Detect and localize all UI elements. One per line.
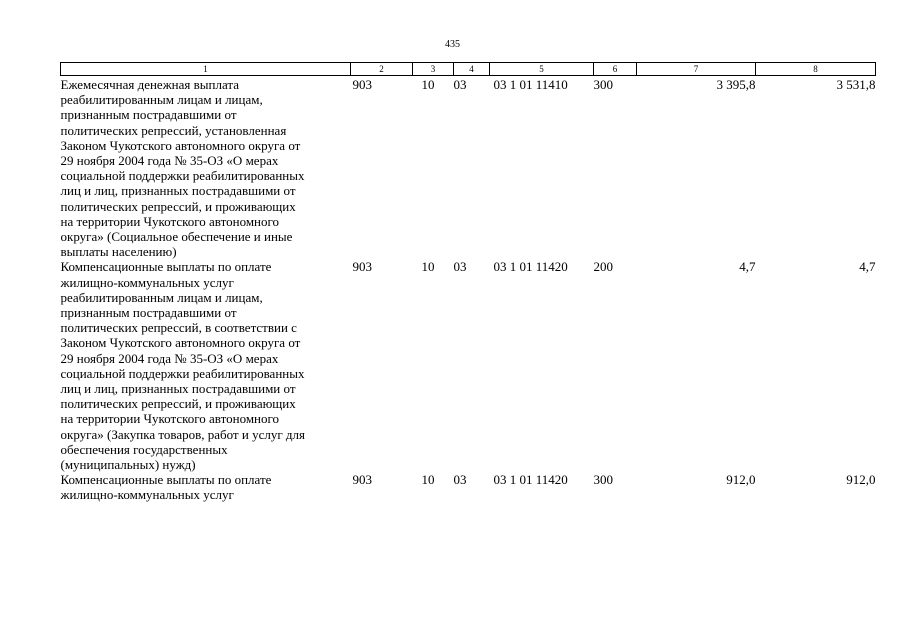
- cell-amount-year-1: 4,7: [739, 259, 756, 275]
- expense-name-line: Законом Чукотского автономного округа от: [60, 335, 301, 351]
- header-row: [61, 63, 876, 76]
- expense-name-line: жилищно-коммунальных услуг: [60, 487, 234, 503]
- expense-name-line: Ежемесячная денежная выплата: [60, 77, 239, 92]
- cell-amount-year-2: 4,7: [859, 259, 876, 275]
- expense-name-line: выплаты населению): [60, 244, 177, 260]
- cell-section: 10: [421, 472, 435, 488]
- expense-name-line: Компенсационные выплаты по оплате: [60, 259, 272, 275]
- header-col-2: 2: [351, 63, 413, 76]
- expense-name-line: обеспечения государственных: [60, 441, 228, 457]
- expense-name-line: лиц и лиц, признанных пострадавшими от: [60, 381, 296, 397]
- expense-name-line: округа» (Закупка товаров, работ и услуг для: [60, 426, 305, 442]
- cell-section: 10: [421, 77, 435, 92]
- expense-name-line: (муниципальных) нужд): [60, 457, 196, 473]
- cell-grbs: 903: [352, 77, 372, 92]
- expense-name-line: социальной поддержки реабилитированных: [60, 365, 305, 381]
- expense-name-line: Законом Чукотского автономного округа от: [60, 137, 301, 153]
- cell-expense-type: 200: [593, 259, 613, 275]
- header-col-6: 6: [594, 63, 637, 76]
- cell-expense-name: [61, 76, 351, 260]
- header-col-4: 4: [454, 63, 490, 76]
- cell-subsection: 03: [453, 472, 467, 488]
- cell-target-article: 03 1 01 11420: [493, 259, 568, 275]
- expense-name-line: 29 ноября 2004 года № 35-ОЗ «О мерах: [60, 350, 279, 366]
- expense-name-line: на территории Чукотского автономного: [60, 411, 280, 427]
- budget-table: [60, 62, 876, 503]
- page-number: 435: [445, 39, 460, 50]
- cell-target-article: 03 1 01 11410: [493, 77, 568, 92]
- table-body: [61, 76, 876, 503]
- expense-name-line: жилищно-коммунальных услуг: [60, 274, 234, 290]
- expense-name-line: политических репрессий, и проживающих: [60, 198, 296, 214]
- cell-subsection: 03: [453, 77, 467, 92]
- expense-name-line: реабилитированным лицам и лицам,: [60, 92, 263, 108]
- header-col-5: 5: [490, 63, 594, 76]
- header-col-3: 3: [413, 63, 454, 76]
- expense-name-line: политических репрессий, в соответствии с: [60, 320, 297, 336]
- expense-name-line: 29 ноября 2004 года № 35-ОЗ «О мерах: [60, 153, 279, 169]
- cell-subsection: 03: [453, 259, 467, 275]
- cell-amount-year-2: 3 531,8: [836, 77, 876, 92]
- expense-name-line: округа» (Социальное обеспечение и иные: [60, 229, 293, 245]
- cell-amount-year-1: 912,0: [726, 472, 756, 488]
- expense-name-line: лиц и лиц, признанных пострадавшими от: [60, 183, 296, 199]
- expense-name-line: реабилитированным лицам и лицам,: [60, 289, 263, 305]
- expense-name-line: политических репрессий, установленная: [60, 122, 287, 138]
- expense-name-line: признанным пострадавшими от: [60, 107, 237, 123]
- table-row: [61, 259, 876, 472]
- cell-expense-name: [61, 259, 351, 472]
- header-col-1: 1: [61, 63, 351, 76]
- header-col-8: 8: [756, 63, 876, 76]
- budget-table-container: [60, 62, 875, 503]
- cell-grbs: 903: [352, 472, 372, 488]
- cell-expense-name: [61, 472, 351, 502]
- cell-target-article: 03 1 01 11420: [493, 472, 568, 488]
- header-col-7: 7: [637, 63, 756, 76]
- expense-name-line: политических репрессий, и проживающих: [60, 396, 296, 412]
- expense-name-line: социальной поддержки реабилитированных: [60, 168, 305, 184]
- cell-grbs: 903: [352, 259, 372, 275]
- cell-amount-year-2: 912,0: [846, 472, 876, 488]
- expense-name-line: Компенсационные выплаты по оплате: [60, 472, 272, 488]
- cell-expense-type: 300: [593, 77, 613, 92]
- cell-expense-type: 300: [593, 472, 613, 488]
- expense-name-line: признанным пострадавшими от: [60, 305, 237, 321]
- expense-name-line: на территории Чукотского автономного: [60, 213, 280, 229]
- cell-section: 10: [421, 259, 435, 275]
- cell-amount-year-1: 3 395,8: [716, 77, 756, 92]
- table-row: [61, 76, 876, 260]
- table-row: [61, 472, 876, 502]
